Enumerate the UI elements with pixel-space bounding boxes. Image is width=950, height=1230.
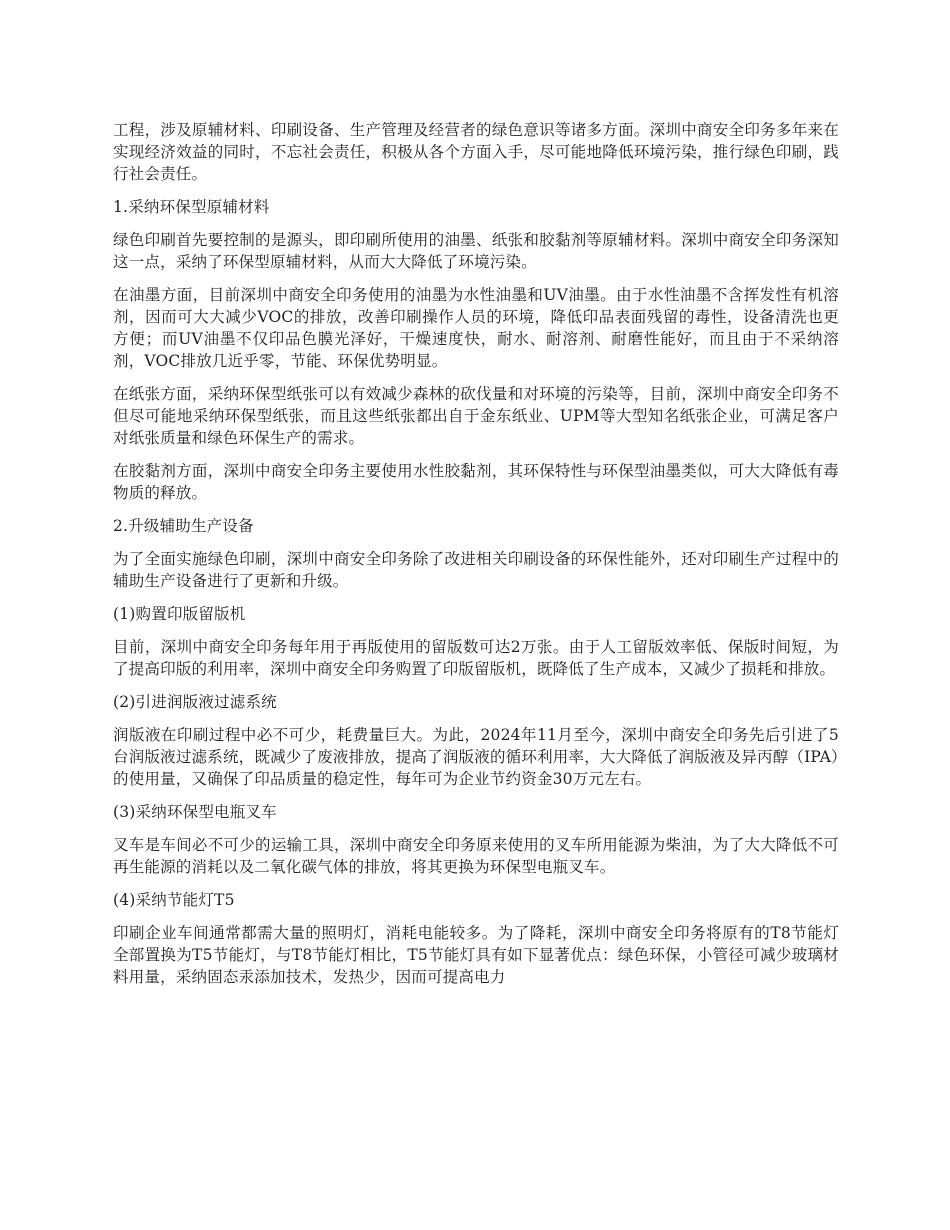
paragraph: 为了全面实施绿色印刷，深圳中商安全印务除了改进相关印刷设备的环保性能外，还对印刷生产过程中的辅助生产设备进行了更新和升级。: [113, 550, 839, 590]
paragraph-intro: 工程，涉及原辅材料、印刷设备、生产管理及经营者的绿色意识等诸多方面。深圳中商安全印务多年来在实现经济效益的同时，不忘社会责任，积极从各个方面入手，尽可能地降低环境污染，推行绿色印刷，践行社会责任。: [113, 121, 839, 183]
section-heading-1: 1.采纳环保型原辅材料: [113, 198, 270, 216]
subheading-4: (4)采纳节能灯T5: [113, 891, 235, 909]
document-body: [113, 119, 839, 999]
paragraph: 润版液在印刷过程中必不可少，耗费量巨大。为此，2024年11月至今，深圳中商安全印务先后引进了5台润版液过滤系统，既减少了废液排放，提高了润版液的循环利用率，大大降低了润版液及异丙醇（IPA）的使用量，又确保了印品质量的稳定性，每年可为企业节约资金30万元左右。: [113, 726, 839, 788]
subheading-1: (1)购置印版留版机: [113, 605, 246, 623]
subheading-2: (2)引进润版液过滤系统: [113, 693, 277, 711]
paragraph: 目前，深圳中商安全印务每年用于再版使用的留版数可达2万张。由于人工留版效率低、保版时间短，为了提高印版的利用率，深圳中商安全印务购置了印版留版机，既降低了生产成本，又减少了损耗和排放。: [113, 638, 839, 678]
paragraph: 绿色印刷首先要控制的是源头，即印刷所使用的油墨、纸张和胶黏剂等原辅材料。深圳中商安全印务深知这一点，采纳了环保型原辅材料，从而大大降低了环境污染。: [113, 231, 839, 271]
section-heading-2: 2.升级辅助生产设备: [113, 517, 254, 535]
subheading-3: (3)采纳环保型电瓶叉车: [113, 803, 277, 821]
paragraph: 印刷企业车间通常都需大量的照明灯，消耗电能较多。为了降耗，深圳中商安全印务将原有的T8节能灯全部置换为T5节能灯，与T8节能灯相比，T5节能灯具有如下显著优点：绿色环保，小管径可减少玻璃材料用量，采纳固态汞添加技术，发热少，因而可提高电力: [113, 924, 839, 986]
paragraph: 在胶黏剂方面，深圳中商安全印务主要使用水性胶黏剂，其环保特性与环保型油墨类似，可大大降低有毒物质的释放。: [113, 462, 839, 502]
paragraph: 在油墨方面，目前深圳中商安全印务使用的油墨为水性油墨和UV油墨。由于水性油墨不含挥发性有机溶剂，因而可大大减少VOC的排放，改善印刷操作人员的环境，降低印品表面残留的毒性，设备清洗也更方便；而UV油墨不仅印品色膜光泽好，干燥速度快，耐水、耐溶剂、耐磨性能好，而且由于不采纳溶剂，VOC排放几近乎零，节能、环保优势明显。: [113, 286, 839, 370]
paragraph: 叉车是车间必不可少的运输工具，深圳中商安全印务原来使用的叉车所用能源为柴油，为了大大降低不可再生能源的消耗以及二氧化碳气体的排放，将其更换为环保型电瓶叉车。: [113, 836, 839, 876]
paragraph: 在纸张方面，采纳环保型纸张可以有效减少森林的砍伐量和对环境的污染等，目前，深圳中商安全印务不但尽可能地采纳环保型纸张，而且这些纸张都出自于金东纸业、UPM等大型知名纸张企业，可满足客户对纸张质量和绿色环保生产的需求。: [113, 385, 839, 447]
